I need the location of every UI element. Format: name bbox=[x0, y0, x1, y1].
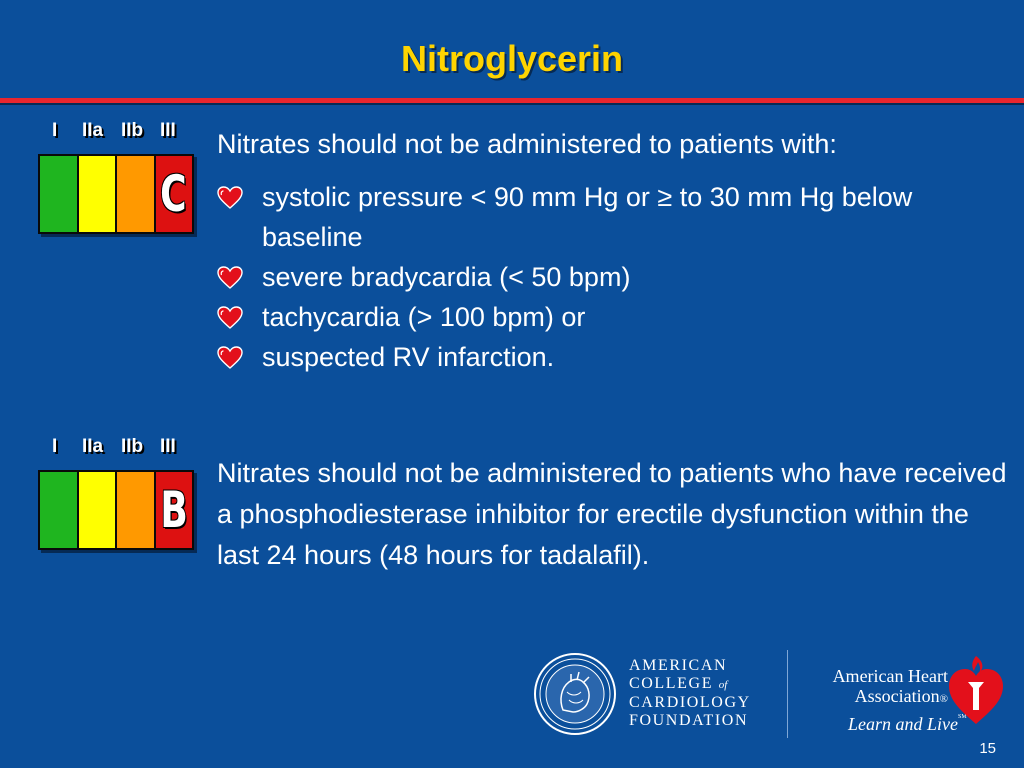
class-label-iia: IIa bbox=[82, 120, 104, 141]
list-item bbox=[217, 257, 1007, 297]
level-of-evidence: B bbox=[160, 481, 188, 539]
class-indicator-2 bbox=[36, 436, 192, 539]
class-label-i: I bbox=[52, 120, 58, 141]
acc-line-2: COLLEGE of bbox=[629, 674, 728, 692]
class-label-iib: IIb bbox=[121, 120, 144, 141]
list-item bbox=[217, 297, 1007, 337]
recommendation-1-intro: Nitrates should not be administered to patients with: bbox=[217, 129, 837, 159]
title-divider bbox=[0, 98, 1024, 103]
acc-line-4: FOUNDATION bbox=[629, 711, 749, 729]
list-item bbox=[217, 337, 1007, 377]
class-bar bbox=[38, 470, 194, 550]
class-labels bbox=[36, 120, 192, 146]
list-item-text: tachycardia (> 100 bpm) or bbox=[262, 302, 586, 332]
aha-name-line-2: Association® bbox=[854, 686, 948, 706]
contraindication-list bbox=[217, 177, 1007, 377]
class-label-iii: III bbox=[160, 436, 176, 457]
acc-line-1: AMERICAN bbox=[629, 657, 728, 674]
page-number: 15 bbox=[979, 740, 996, 757]
class-iii-segment bbox=[156, 156, 193, 232]
recommendation-2-text: Nitrates should not be administered to patients who have received a phosphodiesterase inhibitor for erectile dysfunction within the last 24 hours (48 hours for tadalafil). bbox=[217, 458, 1007, 570]
list-item-text: severe bradycardia (< 50 bpm) bbox=[262, 262, 631, 292]
class-indicator-1 bbox=[36, 120, 192, 223]
class-label-iii: III bbox=[160, 120, 176, 141]
class-iia-segment bbox=[79, 156, 118, 232]
class-label-iia: IIa bbox=[82, 436, 104, 457]
acc-seal-icon bbox=[533, 652, 617, 736]
aha-logo bbox=[800, 652, 1010, 742]
heart-icon bbox=[217, 186, 243, 210]
class-labels bbox=[36, 436, 192, 462]
acc-wordmark bbox=[629, 657, 751, 729]
heart-icon bbox=[217, 346, 243, 370]
list-item bbox=[217, 177, 1007, 257]
heart-torch-icon bbox=[946, 652, 1006, 726]
class-bar bbox=[38, 154, 194, 234]
list-item-text: suspected RV infarction. bbox=[262, 342, 555, 372]
slide-title: Nitroglycerin bbox=[400, 38, 624, 79]
acc-line-3: CARDIOLOGY bbox=[629, 694, 751, 711]
class-iii-segment bbox=[156, 472, 193, 548]
aha-name-line-1: American Heart bbox=[832, 666, 948, 686]
heart-icon bbox=[217, 266, 243, 290]
aha-tagline: Learn and Live℠ bbox=[848, 714, 967, 734]
class-iib-segment bbox=[117, 472, 156, 548]
list-item-text: systolic pressure < 90 mm Hg or ≥ to 30 mm Hg below baseline bbox=[262, 182, 913, 252]
class-label-iib: IIb bbox=[121, 436, 144, 457]
class-iia-segment bbox=[79, 472, 118, 548]
level-of-evidence: C bbox=[160, 165, 187, 223]
heart-icon bbox=[217, 306, 243, 330]
class-label-i: I bbox=[52, 436, 58, 457]
class-i-segment bbox=[40, 156, 79, 232]
acc-foundation-logo bbox=[533, 652, 783, 742]
aha-wordmark bbox=[804, 666, 948, 709]
class-iib-segment bbox=[117, 156, 156, 232]
class-i-segment bbox=[40, 472, 79, 548]
logo-divider bbox=[787, 650, 788, 738]
